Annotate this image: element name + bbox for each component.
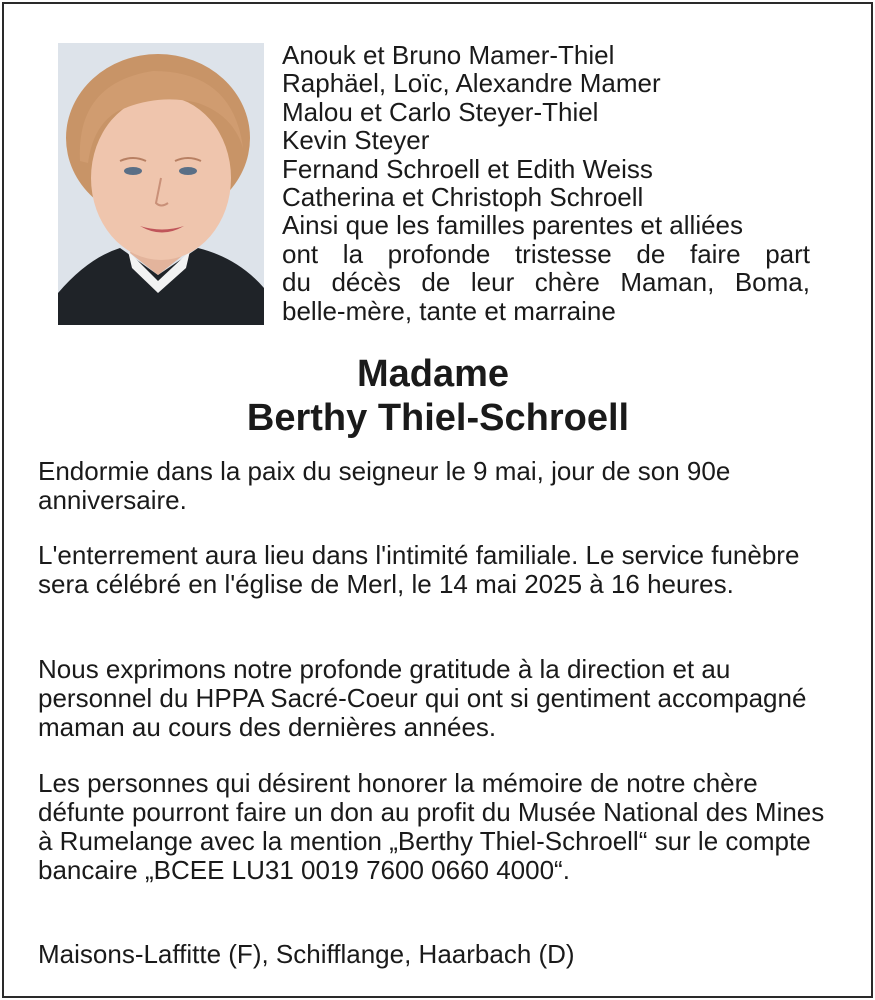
title-honorific: Madame bbox=[356, 353, 510, 395]
funeral-details-text: L'enterrement aura lieu dans l'intimité familiale. Le service funèbre sera célébré en l'église de Merl, le 14 mai 2025 à 16 heures. bbox=[38, 540, 800, 599]
family-line: ont la profonde tristesse de faire part bbox=[282, 238, 810, 269]
death-announcement-text: Endormie dans la paix du seigneur le 9 mai, jour de son 90e anniversaire. bbox=[38, 456, 731, 515]
family-line: Catherina et Christoph Schroell bbox=[282, 182, 644, 213]
family-line: du décès de leur chère Maman, Boma, bbox=[282, 267, 810, 298]
family-line: Malou et Carlo Steyer-Thiel bbox=[282, 96, 599, 127]
family-line: Raphäel, Loïc, Alexandre Mamer bbox=[282, 68, 661, 99]
family-line: Kevin Steyer bbox=[282, 125, 430, 156]
deceased-name: Berthy Thiel-Schroell bbox=[246, 397, 630, 439]
family-line: Ainsi que les familles parentes et alliées bbox=[282, 210, 744, 241]
gratitude-text: Nous exprimons notre profonde gratitude à la direction et au personnel du HPPA Sacré-Coeur qui ont si gentiment accompagné maman au cours des dernières années. bbox=[38, 654, 807, 742]
family-line: belle-mère, tante et marraine bbox=[282, 295, 616, 326]
locations-text: Maisons-Laffitte (F), Schifflange, Haarbach (D) bbox=[38, 939, 575, 969]
family-list bbox=[282, 41, 810, 325]
family-line: Anouk et Bruno Mamer-Thiel bbox=[282, 40, 615, 70]
portrait-photo bbox=[58, 43, 264, 325]
family-line: Fernand Schroell et Edith Weiss bbox=[282, 153, 653, 184]
donation-text: Les personnes qui désirent honorer la mémoire de notre chère défunte pourront faire un don au profit du Musée National des Mines à Rumelange avec la mention „Berthy Thiel-Schroell“ sur le compte bancaire „BCEE LU31 0019 7600 0660 4000“. bbox=[38, 768, 825, 885]
